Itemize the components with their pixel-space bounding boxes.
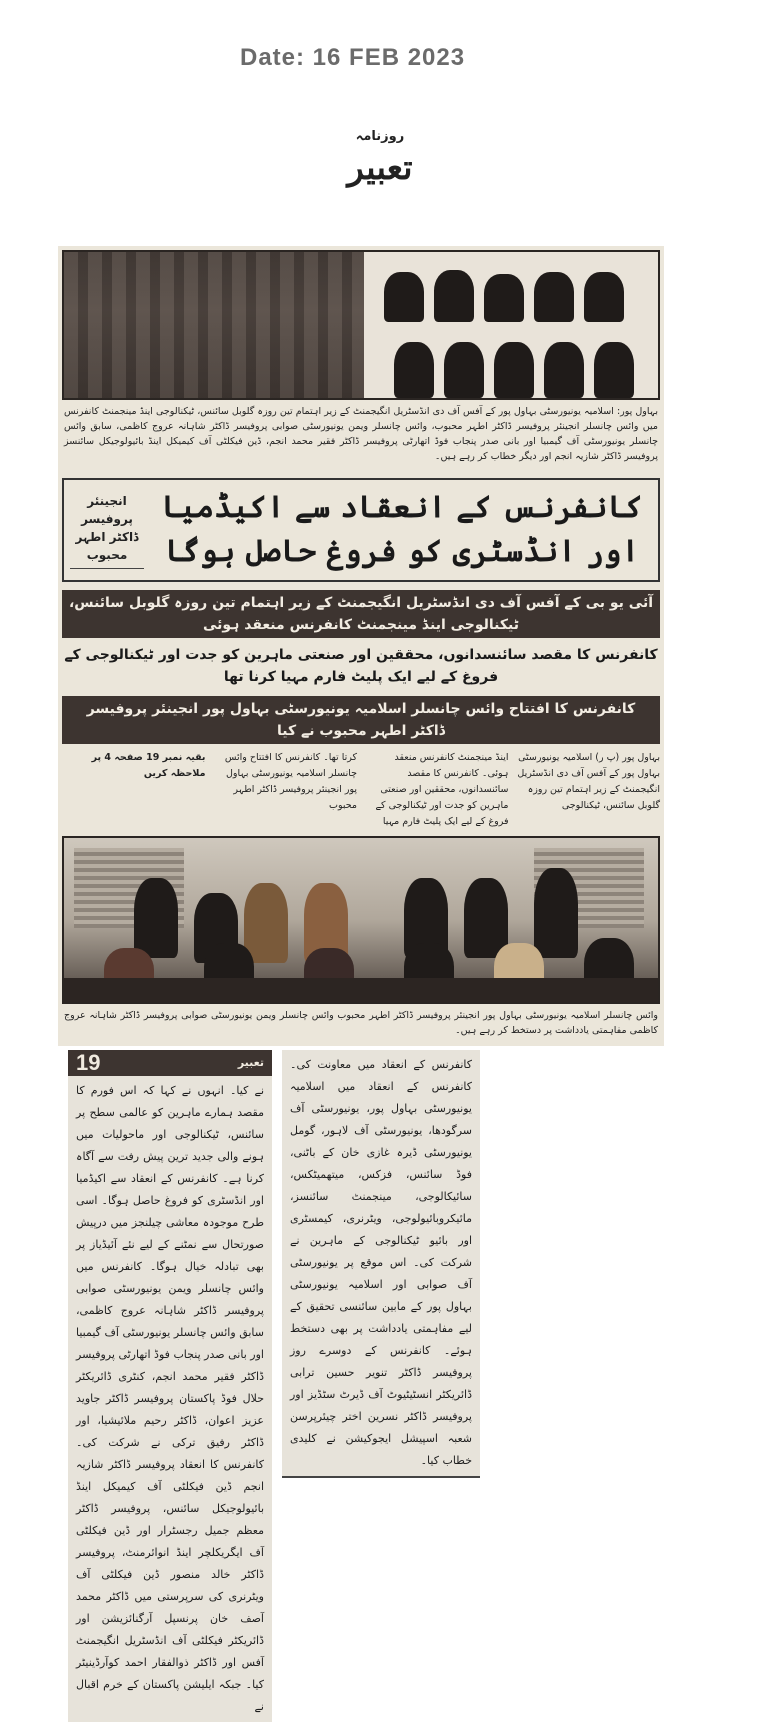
intro-columns	[62, 750, 660, 830]
continuation-left-column: نے کیا۔ انہوں نے کہا کہ اس فورم کا مقصد ہمارے ماہرین کو عالمی سطح پر سائنس، ٹیکنالوجی اور ماحولیات میں ہونے والی جدید ترین پیش رفت سے آگاہ کرنا ہے۔ کانفرنس کے انعقاد سے اکیڈمیا اور انڈسٹری کو فروغ حاصل ہوگا۔ اسی طرح موجودہ معاشی چیلنجز میں درپیش صورتحال سے نمٹنے کے لیے نئے آئیڈیاز پر بھی تبادلہ خیال ہوگا۔ کانفرنس میں وائس چانسلر ویمن یونیورسٹی صوابی پروفیسر ڈاکٹر شاہانہ عروج کاظمی، سابق وائس چانسلر یونیورسٹی آف گیمبیا اور بانی صدر پنجاب فوڈ اتھارٹی پروفیسر ڈاکٹر فقیر محمد انجم، کنٹری ڈائریکٹر حلال فوڈ پاکستان پروفیسر ڈاکٹر جاوید عزیز اعوان، ڈاکٹر رحیم ملائیشیا، اور ڈاکٹر رفیق ترکی نے شرکت کی۔ کانفرنس کا انعقاد پروفیسر ڈاکٹر شازیہ انجم ڈین فیکلٹی آف کیمیکل اینڈ بائیولوجیکل سائنس، پروفیسر ڈاکٹر معظم جمیل رجسٹرار اور ڈین فیکلٹی آف ایگریکلچر اینڈ انوائرمنٹ، پروفیسر ڈاکٹر خالد منصور ڈین فیکلٹی آف ویٹرنری کی سرپرستی میں ڈاکٹر محمد آصف خان پرنسپل آرگنائزیشن اور ڈائریکٹر فیکلٹی آف انڈسٹریل انگیجمنٹ آفس اور ڈاکٹر ذوالفقار احمد کوآرڈینیٹر کیا۔ جبکہ ایلیشن پاکستان کے خرم اقبال نے	[68, 1076, 272, 1722]
byline-title: انجینئر پروفیسر	[81, 493, 133, 526]
newspaper-masthead	[300, 128, 460, 190]
mou-signing-photo	[62, 836, 660, 1004]
continuation-left	[68, 1050, 272, 1722]
clipping-top	[58, 246, 664, 1046]
subheading-band-2: کانفرنس کا افتتاح وائس چانسلر اسلامیہ یونیورسٹی بہاول پور انجینئر پروفیسر ڈاکٹر اطہر محبوب نے کیا	[62, 696, 660, 744]
intro-column: کرتا تھا۔ کانفرنس کا افتتاح وائس چانسلر اسلامیہ یونیورسٹی بہاول پور انجینئر پروفیسر ڈاکٹر اطہر محبوب	[224, 752, 357, 811]
date-stamp: Date: 16 FEB 2023	[240, 44, 466, 71]
headline: کانفرنس کے انعقاد سے اکیڈمیا اور انڈسٹری کو فروغ حاصل ہوگا	[161, 490, 643, 569]
headline-box	[62, 478, 660, 582]
masthead-prefix: روزنامہ	[355, 129, 405, 144]
continuation-label: تعبیر	[237, 1056, 264, 1069]
intro-column: بقیہ نمبر 19 صفحہ 4 پر ملاحظہ کریں	[91, 752, 206, 779]
photo2-caption: وائس چانسلر اسلامیہ یونیورسٹی بہاول پور انجینئر پروفیسر ڈاکٹر اطہر محبوب وائس چانسلر ویمن یونیورسٹی صوابی پروفیسر ڈاکٹر شاہانہ عروج کاظمی مفاہمتی یادداشت پر دستخط کر رہے ہیں۔	[64, 1010, 658, 1036]
byline-name: ڈاکٹر اطہر محبوب	[75, 529, 139, 562]
continuation-header	[68, 1050, 272, 1076]
subheading-band-1: آئی یو بی کے آفس آف دی انڈسٹریل انگیجمنٹ کے زیر اہتمام تین روزہ گلوبل سائنس، ٹیکنالوجی اینڈ مینجمنٹ کانفرنس منعقد ہوئی	[62, 590, 660, 638]
byline	[70, 492, 144, 569]
subheading: کانفرنس کا مقصد سائنسدانوں، محققین اور صنعتی ماہرین کو جدت اور ٹیکنالوجی کے فروغ کے لیے ایک پلیٹ فارم مہیا کرنا تھا	[64, 647, 658, 685]
continuation-number: 19	[76, 1050, 101, 1075]
continuation-section	[68, 1050, 480, 1722]
continuation-right-column: کانفرنس کے انعقاد میں معاونت کی۔ کانفرنس کے انعقاد میں اسلامیہ یونیورسٹی بہاول پور، یونیورسٹی آف سرگودھا، یونیورسٹی آف لاہور، گومل یونیورسٹی ڈیرہ غازی خان کے باٹنی، فوڈ سائنس، فزکس، میتھمیٹکس، سائیکالوجی، مینجمنٹ سائنسز، مائیکروبائیولوجی، ویٹرنری، کیمسٹری اور بائیو ٹیکنالوجی کے ماہرین نے شرکت کی۔ اس موقع پر یونیورسٹی آف صوابی اور اسلامیہ یونیورسٹی بہاول پور کے مابین سائنسی تحقیق کے لیے مفاہمتی یادداشت پر بھی دستخط ہوئے۔ کانفرنس کے دوسرے روز پروفیسر ڈاکٹر تنویر حسین ترابی ڈائریکٹر انسٹیٹیوٹ آف ڈیرٹ سٹڈیز اور پروفیسر ڈاکٹر نسرین اختر چیئرپرسن شعبہ اسپیشل ایجوکیشن نے کلیدی خطاب کیا۔	[282, 1050, 480, 1478]
intro-column: بہاول پور (پ ر) اسلامیہ یونیورسٹی بہاول پور کے آفس آف دی انڈسٹریل انگیجمنٹ کے زیر اہتمام تین روزہ گلوبل سائنس، ٹیکنالوجی	[517, 752, 660, 811]
masthead-name: تعبیر	[347, 148, 413, 188]
conference-photo	[62, 250, 660, 400]
intro-column: اینڈ مینجمنٹ کانفرنس منعقد ہوئی۔ کانفرنس کا مقصد سائنسدانوں، محققین اور صنعتی ماہرین کو جدت اور ٹیکنالوجی کے فروغ کے لیے ایک پلیٹ فارم مہیا	[375, 752, 509, 827]
photo1-caption: بہاول پور: اسلامیہ یونیورسٹی بہاول پور کے آفس آف دی انڈسٹریل انگیجمنٹ کے زیر اہتمام تین روزہ گلوبل سائنس، ٹیکنالوجی اینڈ مینجمنٹ کانفرنس میں وائس چانسلر انجینئر پروفیسر ڈاکٹر اطہر محبوب، وائس چانسلر ویمن یونیورسٹی صوابی پروفیسر ڈاکٹر شاہانہ عروج کاظمی، سابق وائس چانسلر یونیورسٹی آف گیمبیا اور بانی صدر پنجاب فوڈ اتھارٹی پروفیسر ڈاکٹر فقیر محمد انجم، ڈین فیکلٹی آف کیمیکل اینڈ بائیولوجیکل سائنسز پروفیسر ڈاکٹر شازیہ انجم اور دیگر خطاب کر رہے ہیں۔	[64, 406, 658, 462]
